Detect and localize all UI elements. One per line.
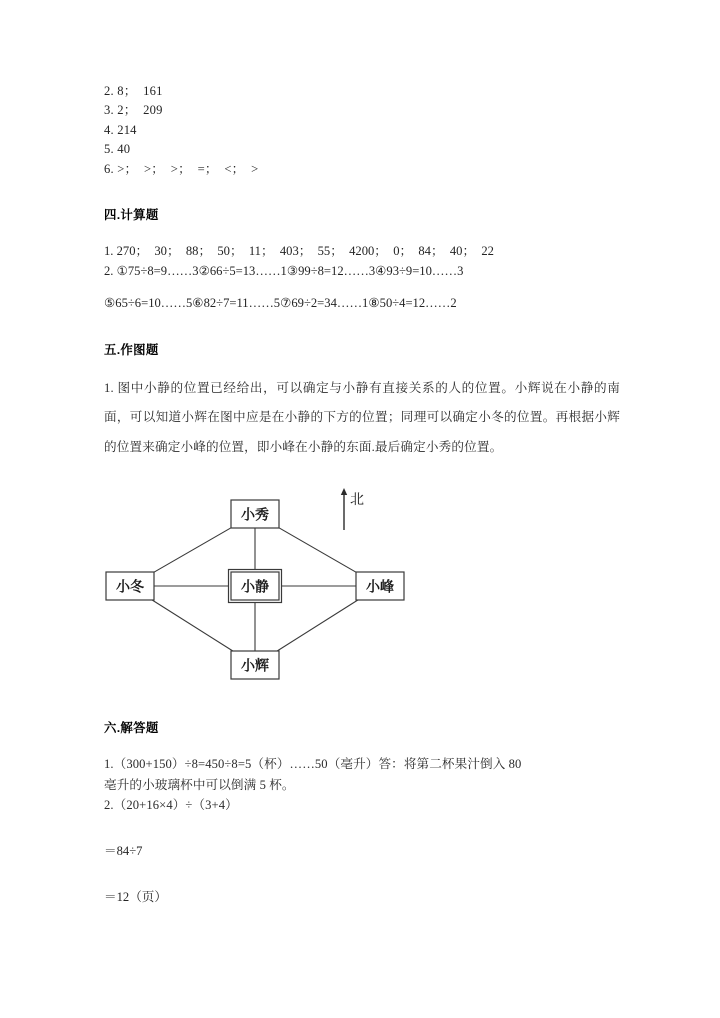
section-heading-drawing: 五.作图题 (104, 342, 159, 357)
diagram-canvas (104, 476, 434, 688)
answer-line: 3. 2； 209 (104, 103, 163, 118)
section-heading-solving: 六.解答题 (104, 721, 159, 736)
diagram-node-xiaohui (231, 651, 279, 679)
solve-equation-2: ＝12（页） (104, 889, 167, 904)
solving-answers (104, 754, 620, 908)
answer-line: 5. 40 (104, 142, 131, 157)
calc-line-3: ⑤65÷6=10……5⑥82÷7=11……5⑦69÷2=34……1⑧50÷4=12……2 (104, 296, 457, 311)
node-label: 小辉 (241, 657, 269, 674)
position-relationship-diagram (104, 476, 620, 688)
diagram-node-xiaojing (229, 570, 282, 603)
diagram-edge-xiaohui-xiaofeng (277, 600, 358, 651)
answer-line: 6. >； >； >； =； <； > (104, 161, 259, 176)
answer-key-list (104, 82, 620, 179)
section-heading-calculation: 四.计算题 (104, 208, 159, 223)
diagram-node-xiaodong (106, 572, 154, 600)
answer-line: 2. 8； 161 (104, 84, 163, 98)
north-arrow-icon (341, 488, 364, 530)
solve-equation-1: ＝84÷7 (104, 843, 143, 858)
answer-line: 4. 214 (104, 122, 137, 137)
solve-line-2: 2.（20+16×4）÷（3+4） (104, 798, 238, 813)
calc-line-1: 1. 270； 30； 88； 50； 11； 403； 55； 4200； 0； 84； 40； 22 (104, 244, 494, 259)
calculation-answers (104, 242, 620, 314)
north-label: 北 (350, 491, 364, 508)
node-label: 小峰 (366, 578, 394, 595)
diagram-node-xiaoxiu (231, 500, 279, 528)
diagram-edge-xiaoxiu-xiaofeng (279, 528, 356, 572)
solve-line-1a: 1.（300+150）÷8=450÷8=5（杯）……50（亳升）答：将第二杯果汁倒入 80 (104, 757, 522, 772)
diagram-node-xiaofeng (356, 572, 404, 600)
page-content (104, 82, 620, 908)
north-arrow-head (341, 488, 347, 495)
diagram-edge-xiaodong-xiaohui (152, 600, 233, 651)
diagram-edge-xiaodong-xiaoxiu (154, 528, 231, 572)
node-label: 小秀 (241, 506, 269, 523)
drawing-explanation-paragraph: 1. 图中小静的位置已经给出，可以确定与小静有直接关系的人的位置。小辉说在小静的南面，可以知道小辉在图中应是在小静的下方的位置；同理可以确定小冬的位置。再根据小辉的位置来确定小峰的位置，即小峰在小静的东面.最后确定小秀的位置。 (104, 380, 620, 454)
solve-line-1b: 亳升的小玻璃杯中可以倒满 5 杯。 (104, 777, 295, 792)
calc-line-2: 2. ①75÷8=9……3②66÷5=13……1③99÷8=12……3④93÷9=10……3 (104, 263, 464, 278)
node-label: 小静 (241, 578, 269, 595)
node-label: 小冬 (116, 578, 144, 595)
